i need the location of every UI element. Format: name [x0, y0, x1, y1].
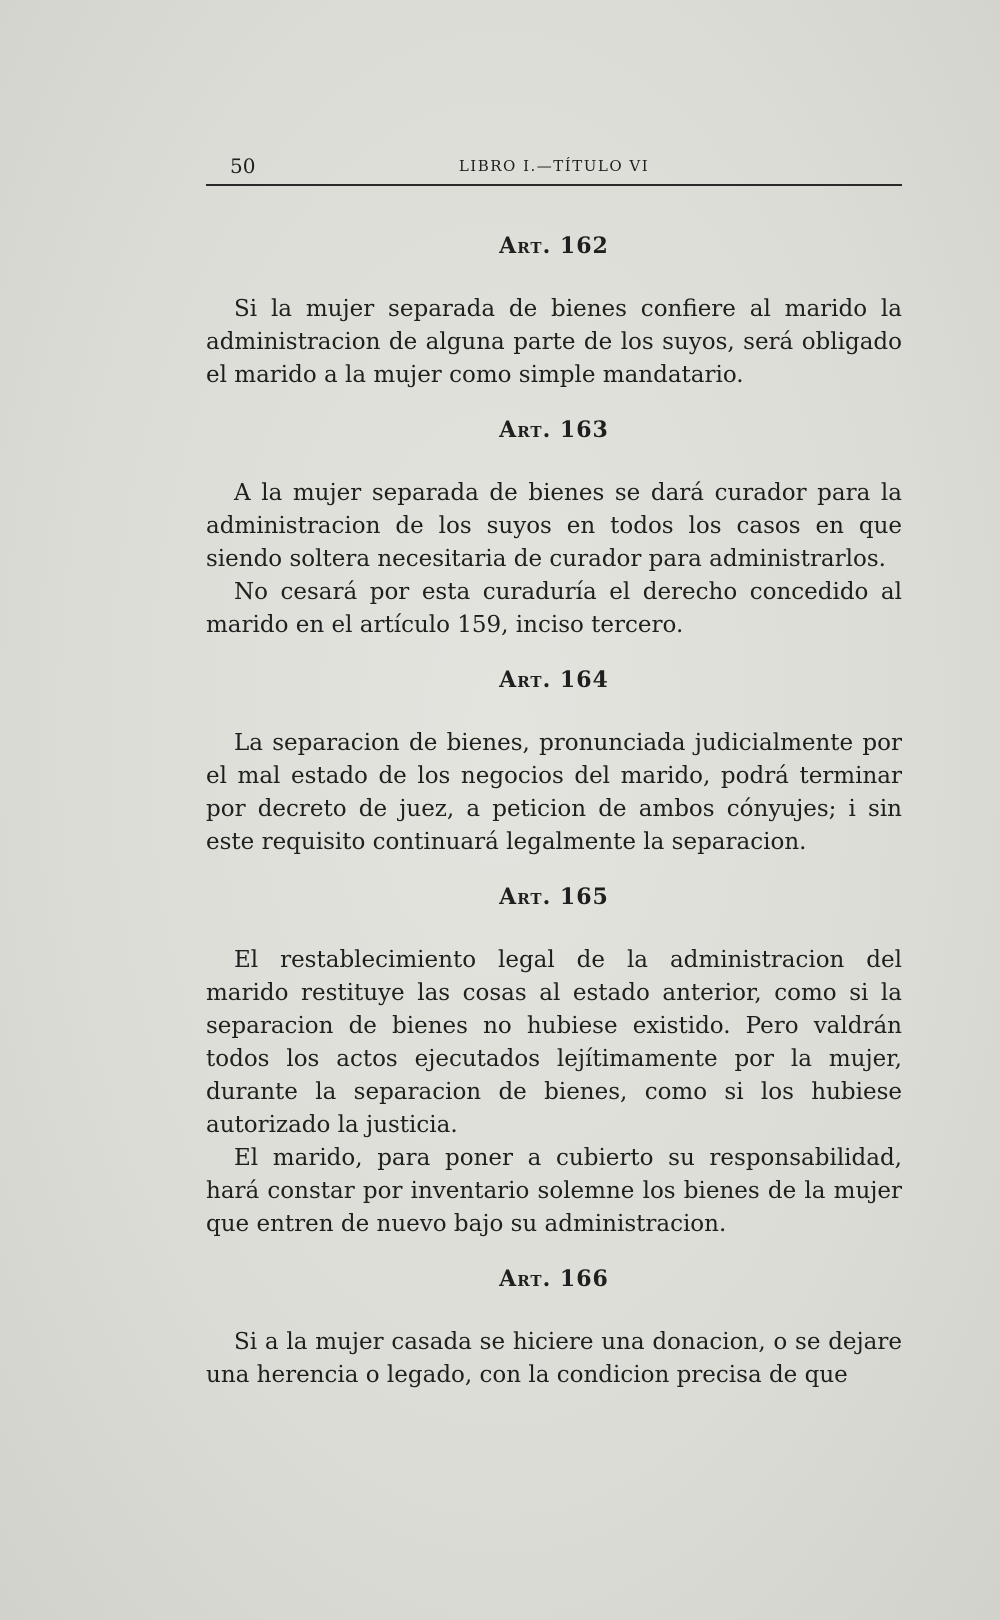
article-paragraph: No cesará por esta curaduría el derecho concedido al marido en el artículo 159, inciso tercero. — [206, 579, 902, 638]
body-text — [206, 230, 902, 1392]
article-164 — [206, 664, 902, 859]
article-heading: Art. 163 — [499, 417, 609, 443]
article-heading: Art. 166 — [499, 1266, 609, 1292]
article-paragraph: A la mujer separada de bienes se dará curador para la administracion de los suyos en todos los casos en que siendo soltera necesitaria de curador para administrarlos. — [206, 480, 902, 572]
page-number: 50 — [230, 154, 256, 178]
article-paragraph: El restablecimiento legal de la administracion del marido restituye las cosas al estado anterior, como si la separacion de bienes no hubiese existido. Pero valdrán todos los actos ejecutados lejítimamente por la mujer, durante la separacion de bienes, como si los hubiese autorizado la justicia. — [206, 947, 902, 1138]
page-header — [206, 150, 902, 182]
article-163 — [206, 414, 902, 642]
header-rule — [206, 184, 902, 186]
article-paragraph: La separacion de bienes, pronunciada judicialmente por el mal estado de los negocios del marido, podrá terminar por decreto de juez, a peticion de ambos cónyujes; i sin este requisito continuará legalmente la separacion. — [206, 730, 902, 855]
article-heading: Art. 162 — [499, 233, 609, 259]
article-heading: Art. 165 — [499, 884, 609, 910]
article-166 — [206, 1263, 902, 1392]
article-162 — [206, 230, 902, 392]
article-paragraph: Si a la mujer casada se hiciere una donacion, o se dejare una herencia o legado, con la condicion precisa de que — [206, 1329, 902, 1388]
running-head: LIBRO I.—TÍTULO VI — [458, 157, 650, 175]
article-165 — [206, 881, 902, 1241]
article-paragraph: Si la mujer separada de bienes confiere al marido la administracion de alguna parte de los suyos, será obligado el marido a la mujer como simple mandatario. — [206, 296, 902, 388]
article-paragraph: El marido, para poner a cubierto su responsabilidad, hará constar por inventario solemne los bienes de la mujer que entren de nuevo bajo su administracion. — [206, 1145, 902, 1237]
article-heading: Art. 164 — [499, 667, 609, 693]
